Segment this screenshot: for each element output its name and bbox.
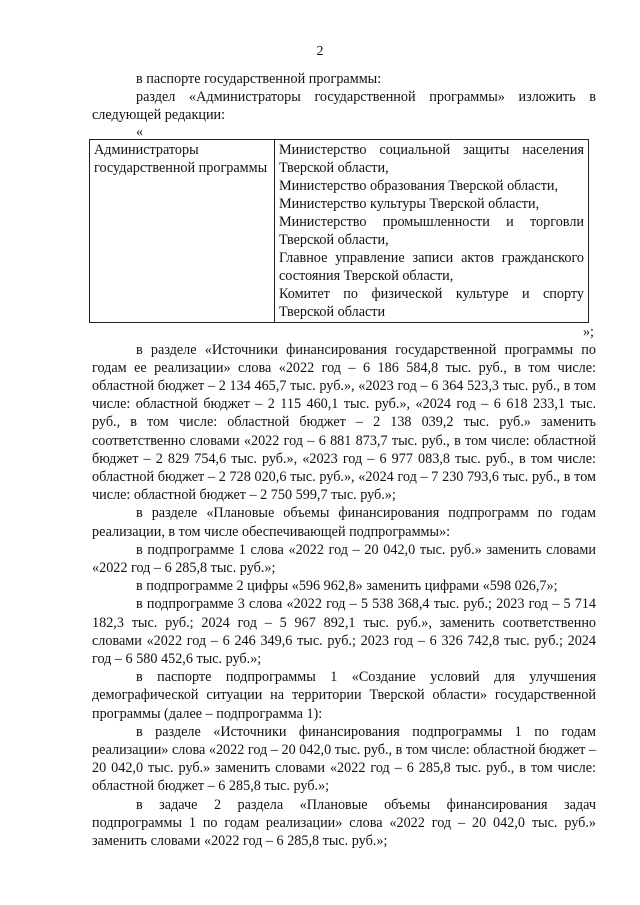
table-entry: Комитет по физической культуре и спорту Тверской области [279,285,584,320]
page-number: 2 [316,44,324,59]
table-entry: Министерство образования Тверской области, [279,177,559,194]
document-body [92,70,596,850]
paragraph: в паспорте государственной программы: [136,71,382,87]
paragraph: в разделе «Плановые объемы финансирования подпрограмм по годам реализации, в том числе обеспечивающей подпрограммы»: [92,505,596,540]
paragraph: в задаче 2 раздела «Плановые объемы финансирования задач подпрограммы 1 по годам реализации» слова «2022 год – 20 042,0 тыс. руб.» заменить словами «2022 год – 6 285,8 тыс. руб.»; [92,796,596,850]
administrators-table [89,139,589,323]
paragraph: в паспорте подпрограммы 1 «Создание условий для улучшения демографической ситуации на территории Тверской области» государственной программы (далее – подпрограмма 1): [92,669,596,722]
table-entry: Министерство промышленности и торговли Тверской области, [279,213,584,248]
paragraph: в разделе «Источники финансирования подпрограммы 1 по годам реализации» слова «2022 год – 20 042,0 тыс. руб., в том числе: областной бюджет – 20 042,0 тыс. руб.» заменить словами «2022 год – 6 285,8 тыс. руб., в том числе: областной бюджет – 6 285,8 тыс. руб.»; [92,723,596,795]
paragraph: в подпрограмме 2 цифры «596 962,8» заменить цифрами «598 026,7»; [136,578,558,595]
table-entry: Главное управление записи актов гражданского состояния Тверской области, [279,249,584,284]
open-quote: « [136,123,144,140]
paragraph: раздел «Администраторы государственной программы» изложить в следующей редакции: [92,89,596,124]
table-entry: Министерство культуры Тверской области, [279,195,540,212]
close-quote: »; [582,323,594,340]
table-row [90,139,589,322]
paragraph: в подпрограмме 3 слова «2022 год – 5 538 368,4 тыс. руб.; 2023 год – 5 714 182,3 тыс. руб.; 2024 год – 5 967 892,1 тыс. руб.», заменить соответственно словами «2022 год – 6 246 349,6 тыс. руб.; 2023 год – 6 326 742,8 тыс. руб.; 2024 год – 6 580 452,6 тыс. руб.»; [92,596,596,668]
paragraph: в подпрограмме 1 слова «2022 год – 20 042,0 тыс. руб.» заменить словами «2022 год – 6 285,8 тыс. руб.»; [92,541,596,577]
table-label-cell: Администраторы государственной программы [90,139,275,322]
table-entries-cell [275,139,589,322]
paragraph: в разделе «Источники финансирования государственной программы по годам ее реализации» слова «2022 год – 6 186 584,8 тыс. руб., в том числе: областной бюджет – 2 134 465,7 тыс. руб.», «2023 год – 6 364 523,3 тыс. руб., в том числе: областной бюджет – 2 115 460,1 тыс. руб.», «2024 год – 6 618 233,1 тыс. руб., в том числе: областной бюджет – 2 138 039,2 тыс. руб.» заменить соответственно словами «2022 год – 6 881 873,7 тыс. руб., в том числе: областной бюджет – 2 829 754,6 тыс. руб.», «2023 год – 6 977 083,8 тыс. руб., в том числе: областной бюджет – 2 728 020,6 тыс. руб.», «2024 год – 7 230 793,6 тыс. руб., в том числе: областной бюджет – 2 750 599,7 тыс. руб.»; [92,341,596,504]
table-entry: Министерство социальной защиты населения Тверской области, [279,141,584,176]
